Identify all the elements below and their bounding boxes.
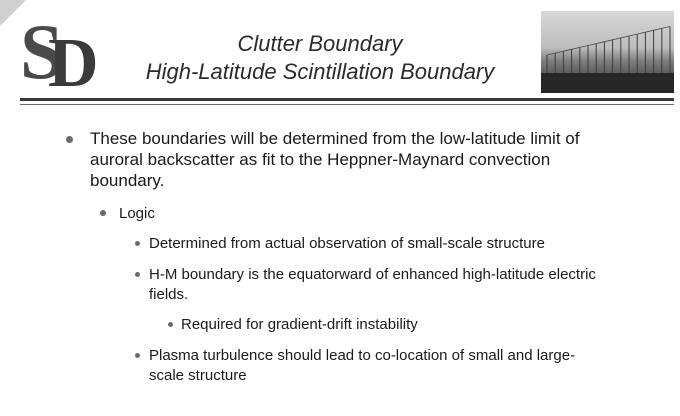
title-line-2: High-Latitude Scintillation Boundary: [145, 59, 495, 84]
bullet-level3: [149, 234, 619, 254]
bullet-dot: [100, 210, 106, 216]
bullet-level3: [149, 265, 624, 305]
bullet-dot: [66, 136, 73, 143]
bullet-dot: [135, 272, 140, 277]
bullet-level1: [90, 128, 610, 191]
title-line-1: Clutter Boundary: [237, 31, 403, 56]
bullet-level4: [181, 315, 601, 335]
bullet-text: Logic: [119, 205, 155, 222]
svg-text:S: S: [20, 8, 64, 94]
bullet-level3: [149, 346, 609, 386]
bullet-text: These boundaries will be determined from the low-latitude limit of auroral backscatter as fit to the Heppner-Maynard convection boundary.: [90, 129, 580, 190]
bullet-text: Required for gradient-drift instability: [181, 316, 418, 333]
bullet-text: Determined from actual observation of small-scale structure: [149, 235, 545, 252]
bullet-dot: [135, 353, 140, 358]
bullet-level2-logic: [119, 203, 599, 224]
bullet-text: H-M boundary is the equatorward of enhanced high-latitude electric fields.: [149, 266, 596, 303]
bullet-dot: [168, 322, 173, 327]
bullet-text: Plasma turbulence should lead to co-location of small and large-scale structure: [149, 347, 576, 384]
svg-text:D: D: [48, 25, 99, 94]
bullet-dot: [135, 241, 140, 246]
